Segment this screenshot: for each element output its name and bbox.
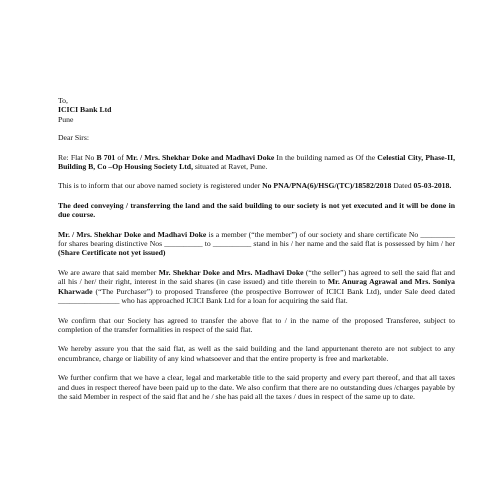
purchaser-names: Mr. Anurag Agrawal and Mrs. Soniya Kharwade (58, 277, 455, 296)
paragraph-sale: We are aware that said member Mr. Shekhar Doke and Mrs. Madhavi Doke (“the seller”) has agreed to sell the said flat and all his / her/ their right, interest in the said shares (in case issued) and title therein to Mr. Anurag Agrawal and Mrs. Soniya Kharwade (“The Purchaser”) to proposed Transferee (the prospective Borrower of ICICI Bank Ltd), under Sale deed dated ________________ who has approached ICICI Bank Ltd for a loan for acquiring the said flat. (58, 267, 455, 306)
address-to: To, (58, 96, 68, 105)
owner-names: Mr. / Mrs. Shekhar Doke and Madhavi Doke (125, 152, 275, 162)
paragraph-member: Mr. / Mrs. Shekhar Doke and Madhavi Doke is a member (“the member”) of our society and share certificate No _________ for shares bearing distinctive Nos __________ to __________ stand in his / her name and the said flat is possessed by him / her (Share Certificate not yet issued) (58, 229, 455, 258)
share-certificate-note: (Share Certificate not yet issued) (58, 248, 166, 258)
registration-number: No PNA/PNA(6)/HSG/(TC)/18582/2018 (262, 181, 392, 191)
seller-names: Mr. Shekhar Doke and Mrs. Madhavi Doke (158, 267, 304, 277)
address-city: Pune (58, 114, 74, 124)
address-bank: ICICI Bank Ltd (58, 105, 112, 115)
registration-date: 05-03-2018. (413, 181, 452, 191)
paragraph-confirm: We confirm that our Society has agreed to transfer the above flat to / in the name of the proposed Transferee, subject to completion of the transfer formalities in respect of the said flat. (58, 315, 455, 334)
paragraph-deed: The deed conveying / transferring the land and the said building to our society is not yet executed and it will be done in due course. (58, 200, 455, 220)
paragraph-registration: This is to inform that our above named society is registered under No PNA/PNA(6)/HSG/(TC)/18582/2018 Dated 05-03-2018. (58, 181, 452, 191)
member-names: Mr. / Mrs. Shekhar Doke and Madhavi Doke (58, 229, 207, 239)
address-block (58, 96, 455, 124)
paragraph-reference: Re: Flat No B 701 of Mr. / Mrs. Shekhar Doke and Madhavi Doke In the building named as Of the Celestial City, Phase-II, Building B, Co –Op Housing Society Ltd, situated at Ravet, Pune. (58, 152, 456, 172)
society-name: Celestial City, Phase-II, Building B, Co –Op Housing Society Ltd, (58, 152, 456, 172)
paragraph-assure: We hereby assure you that the said flat, as well as the said building and the land appurtenant thereto are not subject to any encumbrance, charge or liability of any kind whatsoever and that the entire property is free and marketable. (58, 344, 455, 363)
paragraph-further: We further confirm that we have a clear, legal and marketable title to the said property and every part thereof, and that all taxes and dues in respect thereof have been paid up to the date. We also confirm that there are no outstanding dues /charges payable by the said Member in respect of the said flat and he / she has paid all the taxes / dues in respect of the same up to date. (58, 373, 455, 401)
flat-number: B 701 (96, 152, 116, 162)
salutation: Dear Sirs: (58, 133, 89, 143)
